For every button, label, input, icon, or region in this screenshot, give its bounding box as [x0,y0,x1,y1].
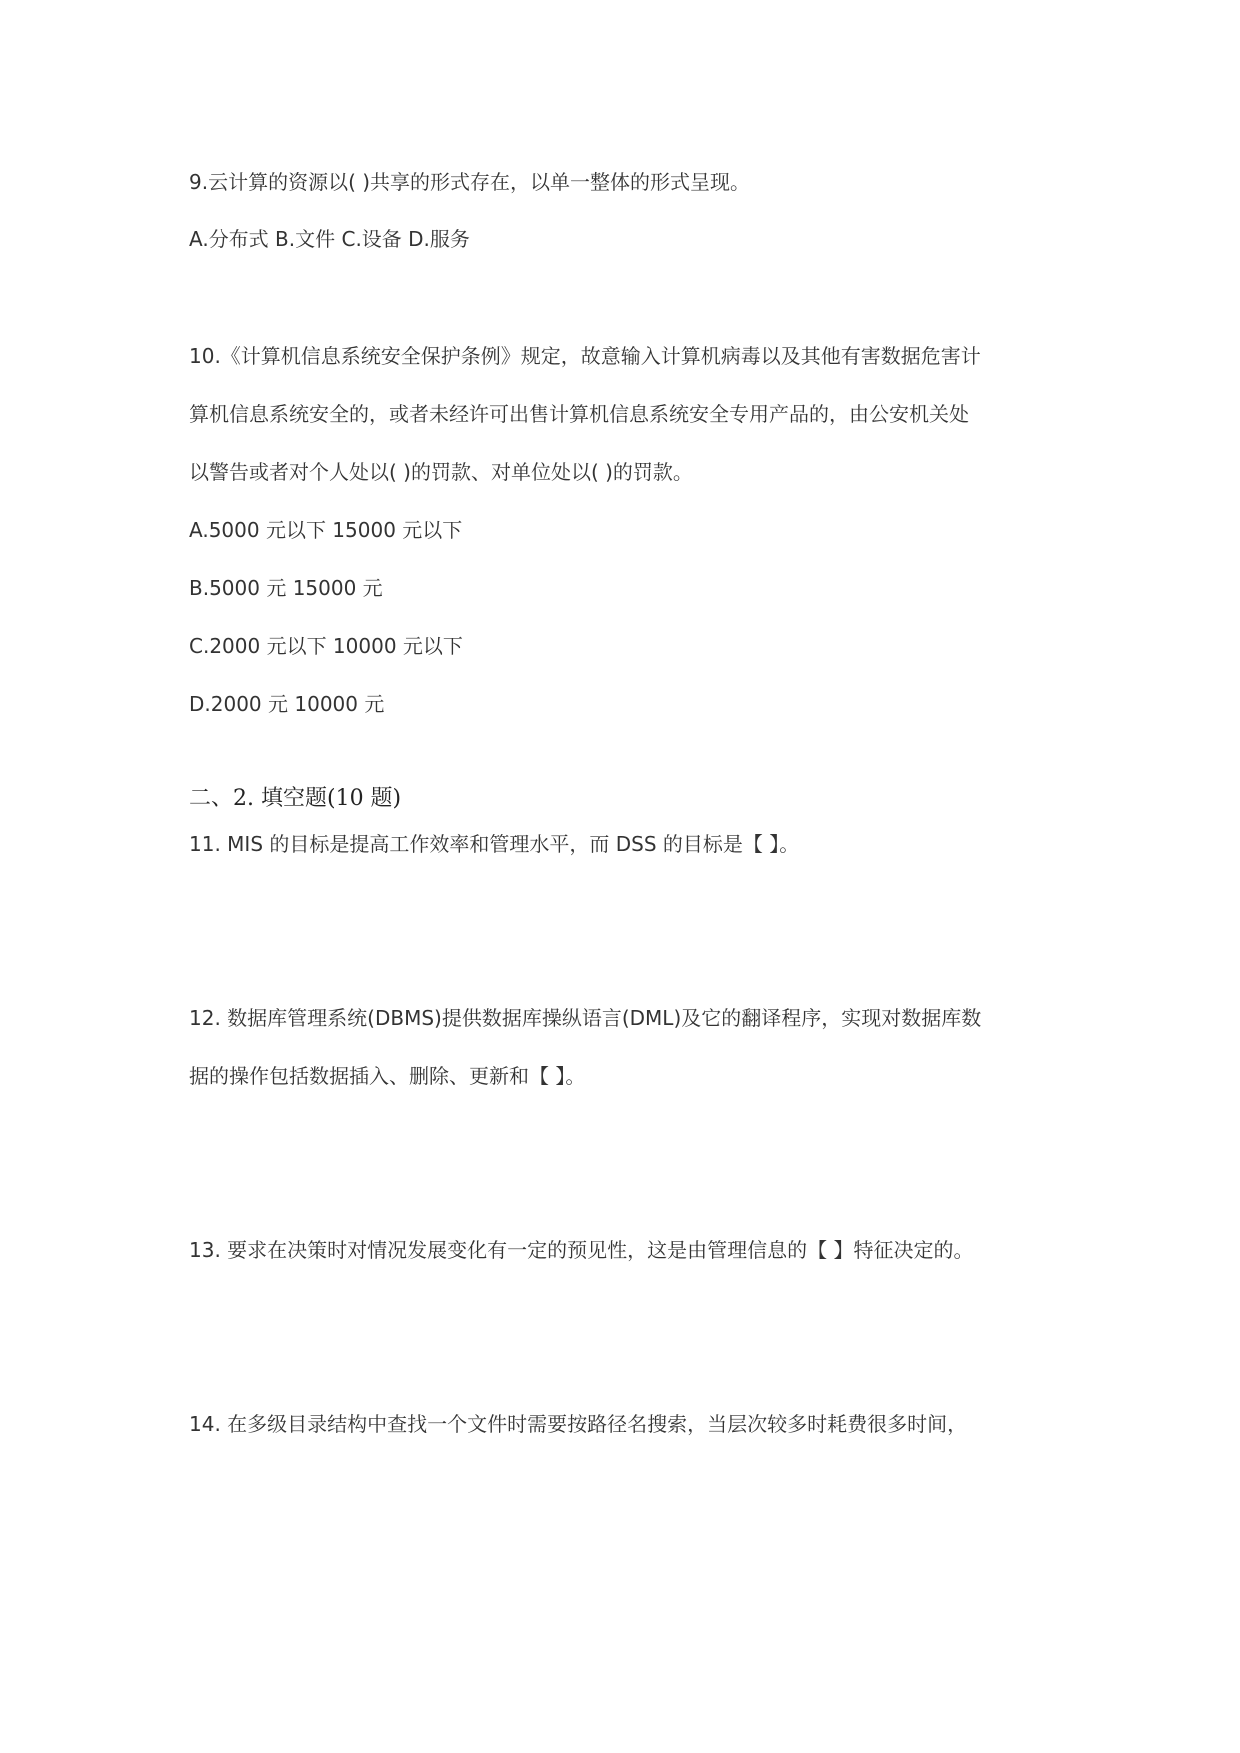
section-heading: 二、2. 填空题(10 题) [189,786,402,811]
question-11-stem: 11. MIS 的目标是提高工作效率和管理水平，而 DSS 的目标是【 】。 [189,832,800,856]
question-10-stem-line-1: 10.《计算机信息系统安全保护条例》规定，故意输入计算机病毒以及其他有害数据危害计 [189,344,981,368]
question-14-stem-line-1: 14. 在多级目录结构中查找一个文件时需要按路径名搜索，当层次较多时耗费很多时间， [189,1412,968,1436]
question-12-stem-line-2: 据的操作包括数据插入、删除、更新和【 】。 [189,1064,586,1088]
question-10-stem-line-2: 算机信息系统安全的，或者未经许可出售计算机信息系统安全专用产品的，由公安机关处 [189,402,969,426]
question-12-stem-line-1: 12. 数据库管理系统(DBMS)提供数据库操纵语言(DML)及它的翻译程序，实现对数据库数 [189,1006,982,1030]
question-9-options: A.分布式 B.文件 C.设备 D.服务 [189,227,470,251]
question-10-option-a: A.5000 元以下 15000 元以下 [189,518,463,542]
question-9-stem: 9.云计算的资源以( )共享的形式存在，以单一整体的形式呈现。 [189,170,751,194]
question-10-option-b: B.5000 元 15000 元 [189,576,383,600]
question-10-option-c: C.2000 元以下 10000 元以下 [189,634,463,658]
question-13-stem: 13. 要求在决策时对情况发展变化有一定的预见性，这是由管理信息的【 】特征决定的。 [189,1238,974,1262]
question-10-option-d: D.2000 元 10000 元 [189,692,385,716]
question-10-stem-line-3: 以警告或者对个人处以( )的罚款、对单位处以( )的罚款。 [189,460,693,484]
